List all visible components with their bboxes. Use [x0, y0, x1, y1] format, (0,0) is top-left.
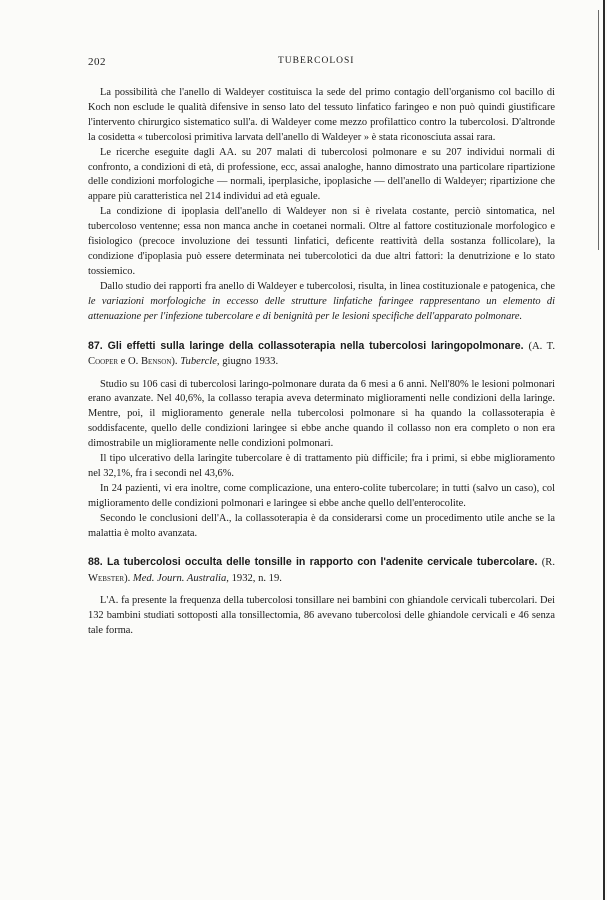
article-88-title: La tubercolosi occulta delle tonsille in rapporto con l'adenite cervicale tubercolare.: [106, 556, 538, 569]
article-87-number: 87.: [88, 339, 103, 352]
article-87-paragraph-1: Studio su 106 casi di tubercolosi laringo-polmonare durata da 6 mesi a 6 anni. Nell'80% le lesioni polmonari erano avanzate. Nel 40,6%, la collasso terapia aveva determinato miglioramenti nelle condizioni della laringe. Mentre, poi, il miglioramento generale nella tubercolosi polmonare si ha quando la collassoterapia è soddisfacente, quello delle condizioni laringee si ebbe anche quando il collasso non era completo o non era dimostrabile un miglioramente nelle condizioni polmonari.: [88, 378, 555, 450]
page-number: 202: [88, 56, 106, 68]
intro-paragraph-1: La possibilità che l'anello di Waldeyer costituisca la sede del primo contagio dell'organismo col bacillo di Koch non esclude le qualità difensive in senso lato del tessuto linfatico faringeo e non può quindi giustificare l'intervento chirurgico sistematico sull'a. di Waldeyer come mezzo profilattico contro la tubercolosi. D'altronde la cosidetta « tubercolosi primitiva larvata dell'anello di Waldeyer » è stata riconosciuta assai rara.: [88, 87, 555, 143]
article-88-heading: [88, 555, 555, 586]
article-88-author-1: Webster: [88, 572, 125, 584]
article-88: [88, 555, 555, 639]
page-header: [88, 56, 555, 72]
article-87-paragraph-2: Il tipo ulcerativo della laringite tubercolare è di trattamento più difficile; fra i primi, si ebbe miglioramento nel 32,1%, fra i secondi nel 43,6%.: [88, 453, 555, 479]
article-87-date: giugno 1933.: [222, 356, 279, 367]
conclusion-emphasis: le variazioni morfologiche in eccesso delle strutture linfatiche faringee rappresentano un elemento di attenuazione per l'infezione tubercolare e di benignità per le lesioni specifiche dell'apparato polmonare.: [88, 295, 555, 322]
article-87-paragraph-4: Secondo le conclusioni dell'A., la collassoterapia è da considerarsi come un procedimento utile anche se la malattia è molto avanzata.: [88, 512, 555, 539]
article-88-citation: (R. Webster). Med. Journ. Australia, 1932, n. 19.: [88, 557, 555, 584]
article-87-author-1: Cooper: [88, 356, 119, 367]
intro-paragraph-2: Le ricerche eseguite dagli AA. su 207 malati di tubercolosi polmonare e su 207 individui normali di confronto, a condizioni di età, di professione, ecc, assai analoghe, hanno dimostrato una particolare ripartizione delle condizioni morfologiche — normali, iperplasiche, ipoplasiche — dell'anello di Waldeyer; ripartizione che appare più caratteristica nel 214 individui ad età eguale.: [88, 146, 555, 203]
article-87: [88, 339, 555, 542]
article-87-heading: [88, 339, 555, 370]
page-edge-shadow-inner: [598, 10, 599, 250]
intro-paragraph-3: La condizione di ipoplasia dell'anello di Waldeyer non si è rivelata costante, perciò sintomatica, nel tubercoloso ventenne; essa non manca anche in coetanei normali. Oltre al fattore costituzionale morfologico e fisiologico (precoce involuzione dei tessunti linfatici, deficente reattività della sostanza follicolare), la condizione d'ipoplasia può essere determinata nei tubercolotici da due altri fattori: la denutrizione e lo stato tossiemico.: [88, 206, 555, 277]
conclusion-lead: Dallo studio dei rapporti fra anello di Waldeyer e tubercolosi, risulta, in linea costituzionale e patogenica, che: [100, 280, 555, 292]
page-edge-shadow: [603, 0, 605, 900]
running-head: TUBERCOLOSI: [278, 56, 355, 66]
article-87-citation: (A. T. Cooper e O. Benson). Tubercle, giugno 1933.: [88, 340, 556, 367]
article-87-journal: Tubercle,: [180, 356, 220, 367]
intro-paragraph-4: [88, 280, 555, 325]
article-87-paragraph-3: In 24 pazienti, vi era inoltre, come complicazione, una entero-colite tubercolare; in tutti (salvo un caso), col miglioramento delle condizioni polmonari e laringee si ebbe anche quello dell'enterocolite.: [88, 482, 555, 509]
article-88-paragraph-1: L'A. fa presente la frequenza della tubercolosi tonsillare nei bambini con ghiandole cervicali tubercolari. Dei 132 bambini studiati sottoposti alla tonsillectomia, 86 avevano tubercolosi delle ghiandole cervicali e 46 senza tale forma.: [88, 595, 555, 637]
article-88-journal: Med. Journ. Australia,: [132, 572, 229, 584]
intro-section: [88, 86, 555, 325]
article-88-date: 1932, n. 19.: [231, 572, 282, 584]
article-88-number: 88.: [88, 556, 103, 569]
article-87-title: Gli effetti sulla laringe della collassoterapia nella tubercolosi laringopolmonare.: [107, 339, 524, 352]
document-page: [88, 56, 555, 639]
article-87-author-2: Benson: [140, 356, 172, 367]
